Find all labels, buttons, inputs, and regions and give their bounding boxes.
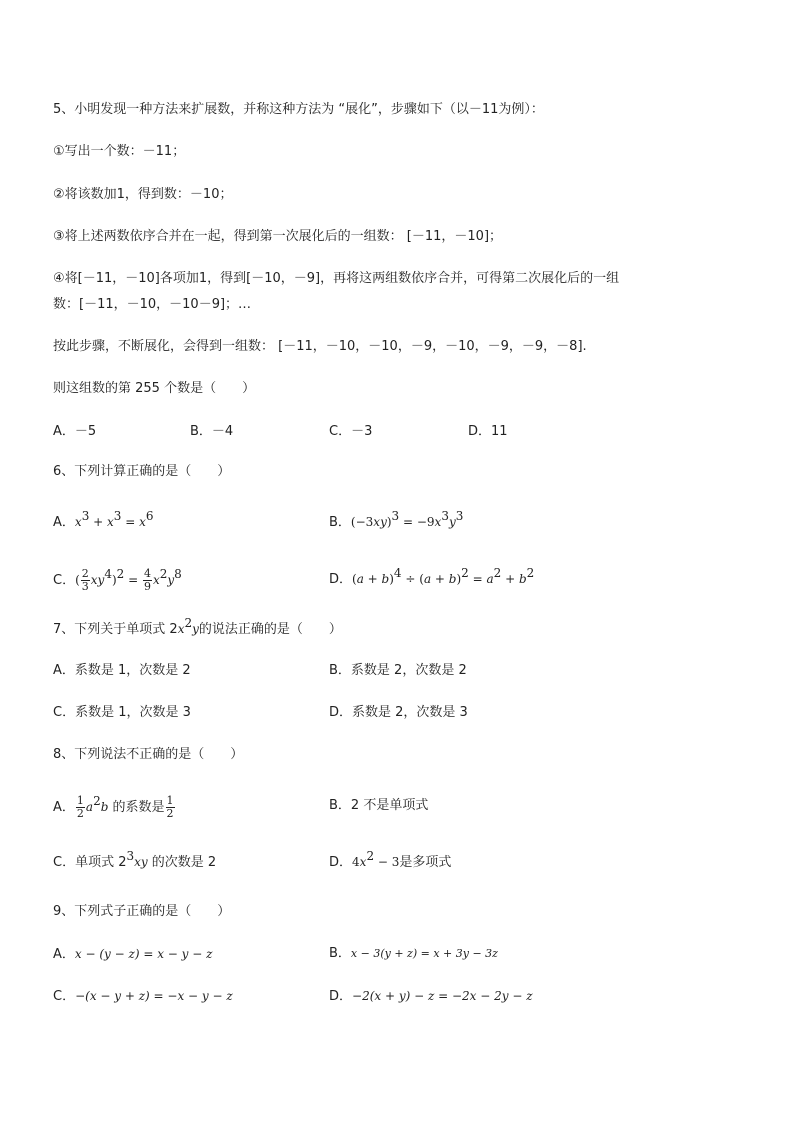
option-label: D． [329,855,353,870]
q7-option-a[interactable]: A．系数是 1，次数是 2 [53,663,191,678]
math-exp: 3 [81,509,90,523]
math-op: + [501,572,519,586]
math-var: x [434,515,442,529]
math-expression: x − (y − z) = x − y − z [74,947,213,961]
stem-text: 7、下列关于单项式 2 [53,622,178,637]
q8-option-c[interactable] [53,849,217,872]
q5-step4-line2: 数：[－11，－10，－10－9]；… [53,297,252,312]
math-exp: 2 [159,567,168,581]
math-expression: −(x − y + z) = −x − y − z [75,989,233,1003]
math-var: x [139,515,146,529]
math-exp: 3 [391,509,400,523]
q5-option-a[interactable]: A．－5 [53,424,97,439]
math-var: a + b [423,572,457,586]
fraction-denominator: 2 [76,807,84,820]
math-exp: 8 [174,567,182,581]
math-exp: 2 [116,567,125,581]
option-text: 的系数是 [108,800,165,815]
q5-step2: ②将该数加1，得到数：－10； [53,187,233,202]
q9-option-b[interactable] [329,945,498,963]
math-op: ) [386,515,392,529]
fraction-denominator: 2 [166,807,174,820]
math-exp: 2 [493,566,502,580]
math-var: xy [134,855,148,869]
math-op: (−3 [350,515,374,529]
math-var: y [167,573,175,587]
math-op: ÷ ( [401,572,424,586]
option-label: D． [329,989,353,1004]
option-text: 的次数是 2 [147,855,217,870]
math-exp: 2 [526,566,535,580]
fraction [76,795,85,820]
math-op: + [89,515,108,529]
q6-option-b[interactable] [329,509,464,532]
math-exp: 4 [393,566,402,580]
math-op: = −9 [399,515,435,529]
q9-option-d[interactable] [329,987,533,1006]
stem-text: 的说法正确的是（ ） [198,622,342,637]
math-exp: 3 [113,509,122,523]
q5-step1: ①写出一个数：－11； [53,144,186,159]
math-num: 4 [352,855,360,869]
math-exp: 2 [93,794,101,808]
math-op: ) [456,572,462,586]
q5-option-d[interactable]: D．11 [468,424,508,439]
math-op: ) [111,573,117,587]
math-var: a [85,800,94,814]
q6-option-a[interactable] [53,509,154,532]
fraction-numerator: 2 [81,567,89,580]
option-label: B． [329,515,351,530]
option-text: C．单项式 2 [53,855,127,870]
math-var: a [486,572,494,586]
math-var: xy [90,573,105,587]
fraction-numerator: 1 [166,794,174,807]
option-label: C． [53,573,76,588]
math-op: ) [389,572,394,586]
math-var: b [518,572,527,586]
math-op: = [468,572,487,586]
q6-stem: 6、下列计算正确的是（ ） [53,464,231,479]
math-var: xy [373,515,387,529]
math-op: = [124,573,142,587]
q8-option-b[interactable]: B．2 不是单项式 [329,798,429,813]
fraction-numerator: 1 [76,794,84,807]
q8-option-d[interactable] [329,849,452,872]
math-op: = [121,515,140,529]
math-exp: 3 [455,509,464,523]
q7-option-c[interactable]: C．系数是 1，次数是 3 [53,705,191,720]
option-label: A． [53,800,75,815]
math-var: y [448,515,456,529]
math-exp: 3 [441,509,449,523]
q9-option-a[interactable] [53,945,212,964]
q6-option-c[interactable] [53,568,182,593]
math-exp: 4 [104,567,112,581]
option-label: B． [329,946,351,961]
option-label: C． [53,989,76,1004]
math-var: b [100,800,109,814]
q9-option-c[interactable] [53,987,233,1006]
fraction-denominator: 9 [143,580,151,593]
math-var: x [359,855,367,869]
math-exp: 3 [126,849,135,863]
fraction [166,795,175,820]
math-op: ( [75,573,80,587]
q5-step4-line1: ④将[－11，－10]各项加1，得到[－10，－9]，再将这两组数依序合并，可得第二次展化后的一组 [53,271,620,286]
q7-option-b[interactable]: B．系数是 2，次数是 2 [329,663,467,678]
math-exp: 2 [366,849,375,863]
q5-question: 则这组数的第 255 个数是（ ） [53,381,256,396]
math-var: a + b [356,572,390,586]
option-label: A． [53,947,75,962]
fraction [143,568,152,593]
q5-continue: 按此步骤，不断展化，会得到一组数： [－11，－10，－10，－9，－10，－9，－9，－8]. [53,339,587,354]
math-exp: 6 [145,509,154,523]
option-label: A． [53,515,75,530]
q5-option-c[interactable]: C．－3 [329,424,373,439]
q7-option-d[interactable]: D．系数是 2，次数是 3 [329,705,468,720]
q8-stem: 8、下列说法不正确的是（ ） [53,747,244,762]
math-op: ( [352,572,357,586]
option-label: D． [329,572,353,587]
q5-stem: 5、小明发现一种方法来扩展数，并称这种方法为 “展化”，步骤如下（以－11为例）： [53,102,544,117]
math-expression: −2(x + y) − z = −2x − 2y − z [352,989,533,1003]
math-var: x [107,515,114,529]
math-exp: 2 [461,566,469,580]
math-var: x [74,515,82,529]
math-var: x [177,622,185,636]
q5-step3: ③将上述两数依序合并在一起，得到第一次展化后的一组数： [－11，－10]； [53,229,503,244]
q5-option-b[interactable]: B．－4 [190,424,234,439]
q7-stem [53,616,342,639]
math-var: y [192,622,199,636]
math-op: − 3 [374,855,400,869]
q8-option-a[interactable] [53,795,176,820]
fraction [81,568,90,593]
option-text: 是多项式 [399,855,452,870]
math-expression: x − 3(y + z) = x + 3y − 3z [350,947,498,960]
q6-option-d[interactable] [329,566,535,589]
fraction-denominator: 3 [81,580,89,593]
math-var: x [152,573,160,587]
fraction-numerator: 4 [143,567,151,580]
math-exp: 2 [184,616,193,630]
q9-stem: 9、下列式子正确的是（ ） [53,904,231,919]
